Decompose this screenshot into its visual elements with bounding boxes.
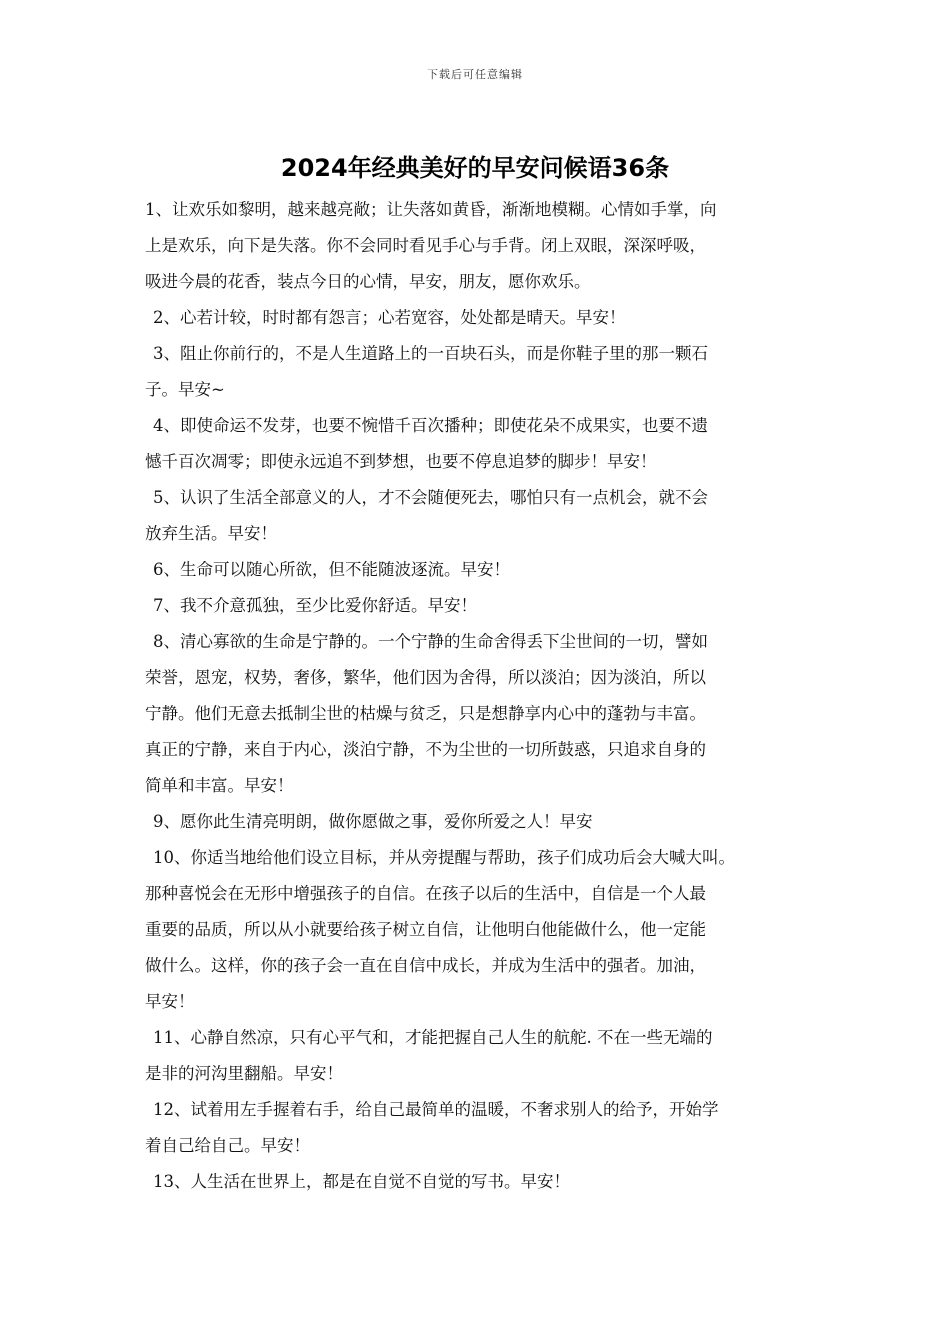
text-line: 真正的宁静，来自于内心，淡泊宁静，不为尘世的一切所鼓惑，只追求自身的 [145, 740, 706, 759]
text-line: 憾千百次凋零；即使永远追不到梦想，也要不停息追梦的脚步！早安！ [145, 452, 657, 471]
text-line: 荣誉，恩宠，权势，奢侈，繁华，他们因为舍得，所以淡泊；因为淡泊，所以 [145, 668, 706, 687]
text-line: 9、愿你此生清亮明朗，做你愿做之事，爱你所爱之人！早安 [153, 812, 593, 831]
text-line: 宁静。他们无意去抵制尘世的枯燥与贫乏，只是想静享内心中的蓬勃与丰富。 [145, 704, 706, 723]
text-line: 子。早安~ [145, 380, 225, 399]
text-line: 8、清心寡欲的生命是宁静的。一个宁静的生命舍得丢下尘世间的一切，譬如 [153, 632, 708, 651]
text-line: 1、让欢乐如黎明，越来越亮敞；让失落如黄昏，渐渐地模糊。心情如手掌，向 [145, 200, 717, 219]
text-line: 4、即使命运不发芽，也要不惋惜千百次播种；即使花朵不成果实，也要不遗 [153, 416, 708, 435]
text-line: 是非的河沟里翻船。早安！ [145, 1064, 343, 1083]
text-line: 2、心若计较，时时都有怨言；心若宽容，处处都是晴天。早安！ [153, 308, 626, 327]
text-line: 简单和丰富。早安！ [145, 776, 294, 795]
text-line: 11、心静自然凉，只有心平气和，才能把握自己人生的航舵. 不在一些无端的 [153, 1028, 713, 1047]
text-line: 3、阻止你前行的，不是人生道路上的一百块石头，而是你鞋子里的那一颗石 [153, 344, 708, 363]
text-line: 7、我不介意孤独，至少比爱你舒适。早安！ [153, 596, 477, 615]
text-line: 放弃生活。早安！ [145, 524, 277, 543]
text-line: 吸进今晨的花香，装点今日的心情，早安，朋友，愿你欢乐。 [145, 272, 591, 291]
text-line: 12、试着用左手握着右手，给自己最简单的温暖，不奢求别人的给予，开始学 [153, 1100, 719, 1119]
text-line: 重要的品质，所以从小就要给孩子树立自信，让他明白他能做什么，他一定能 [145, 920, 706, 939]
text-line: 10、你适当地给他们设立目标，并从旁提醒与帮助，孩子们成功后会大喊大叫。 [153, 848, 735, 867]
text-line: 着自己给自己。早安！ [145, 1136, 310, 1155]
text-line: 做什么。这样，你的孩子会一直在自信中成长，并成为生活中的强者。加油， [145, 956, 706, 975]
document-body [145, 192, 825, 1200]
document-title: 2024年经典美好的早安问候语36条 [280, 154, 670, 182]
text-line: 13、人生活在世界上，都是在自觉不自觉的写书。早安！ [153, 1172, 570, 1191]
text-line: 上是欢乐，向下是失落。你不会同时看见手心与手背。闭上双眼，深深呼吸， [145, 236, 706, 255]
text-line: 6、生命可以随心所欲，但不能随波逐流。早安！ [153, 560, 510, 579]
text-line: 早安！ [145, 992, 195, 1011]
header-note: 下载后可任意编辑 [427, 68, 523, 81]
text-line: 5、认识了生活全部意义的人，才不会随便死去，哪怕只有一点机会，就不会 [153, 488, 708, 507]
text-line: 那种喜悦会在无形中增强孩子的自信。在孩子以后的生活中，自信是一个人最 [145, 884, 706, 903]
